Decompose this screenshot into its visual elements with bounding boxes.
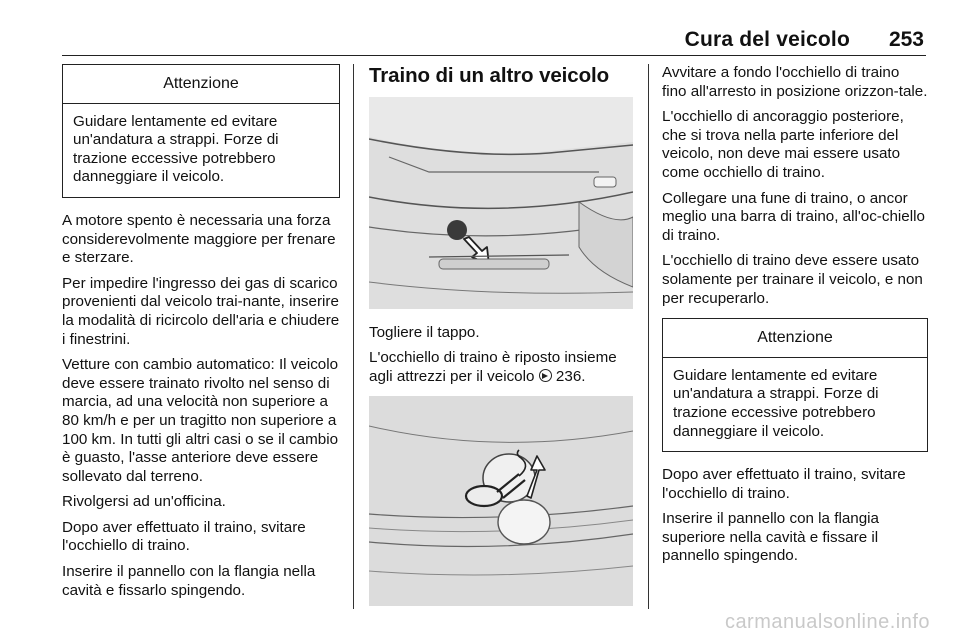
middle-column [369,64,635,606]
paragraph: Inserire il pannello con la flangia nella cavità e fissarlo spingendo. [62,563,316,599]
watermark: carmanualsonline.info [724,611,930,633]
arrow-reference-icon [539,369,552,382]
bumper-cap-drawing [369,97,633,309]
tow-eye-drawing [369,396,633,606]
column-divider-left [353,64,354,609]
warning-title: Attenzione [663,319,927,358]
paragraph-text: L'occhiello di traino è riposto insieme agli attrezzi per il veicolo [369,349,617,385]
right-column [662,64,928,573]
warning-box [62,64,340,198]
paragraph: L'occhiello di traino deve essere usato solamente per trainare il veicolo, e non per recuperarlo. [662,252,923,307]
tow-eye-installation-illustration [369,396,633,606]
paragraph: Dopo aver effettuato il traino, svitare l'occhiello di traino. [662,466,906,502]
cross-reference-page[interactable]: 236. [555,367,586,385]
paragraph: Inserire il pannello con la flangia superiore nella cavità e fissare il pannello spingendo. [662,510,879,565]
page-header-title: Cura del veicolo [684,28,850,51]
page-number: 253 [888,28,924,51]
paragraph: Avvitare a fondo l'occhiello di traino fino all'arresto in posizione orizzon-tale. [662,64,928,100]
paragraph: L'occhiello di ancoraggio posteriore, che si trova nella parte inferiore del veicolo, non deve mai essere usato come occhiello di traino. [662,108,904,181]
warning-box [662,318,928,452]
paragraph: Rivolgersi ad un'officina. [62,493,226,511]
paragraph: Dopo aver effettuato il traino, svitare l'occhiello di traino. [62,518,306,555]
paragraph: Collegare una fune di traino, o ancor meglio una barra di traino, all'oc-chiello di traino. [662,189,925,244]
warning-title: Attenzione [63,65,339,104]
warning-text: Guidare lentamente ed evitare un'andatura a strappi. Forze di trazione eccessive potrebbero danneggiare il veicolo. [73,112,279,186]
paragraph: Togliere il tappo. [369,323,480,341]
section-title: Traino di un altro veicolo [369,64,610,87]
header-divider [62,55,926,56]
rear-bumper-cap-illustration [369,97,633,309]
column-divider-right [648,64,649,609]
warning-text: Guidare lentamente ed evitare un'andatura a strappi. Forze di trazione eccessive potrebbero danneggiare il veicolo. [673,366,879,440]
paragraph: Vetture con cambio automatico: Il veicolo deve essere trainato rivolto nel senso di marcia, ad una velocità non superiore a 80 km/h e per un tragitto non superiore a 100 km. In tutti gli altri casi o se il cambio è guasto, l'asse anteriore deve essere sollevato dal terreno. [62,356,339,485]
left-column [62,64,340,607]
paragraph: A motore spento è necessaria una forza considerevolmente maggiore per frenare e sterzare. [62,211,336,267]
paragraph: Per impedire l'ingresso dei gas di scarico provenienti dal veicolo trai-nante, inserire la modalità di ricircolo dell'aria e chiudere i finestrini. [62,274,340,348]
paragraph-with-cross-reference [369,349,635,386]
